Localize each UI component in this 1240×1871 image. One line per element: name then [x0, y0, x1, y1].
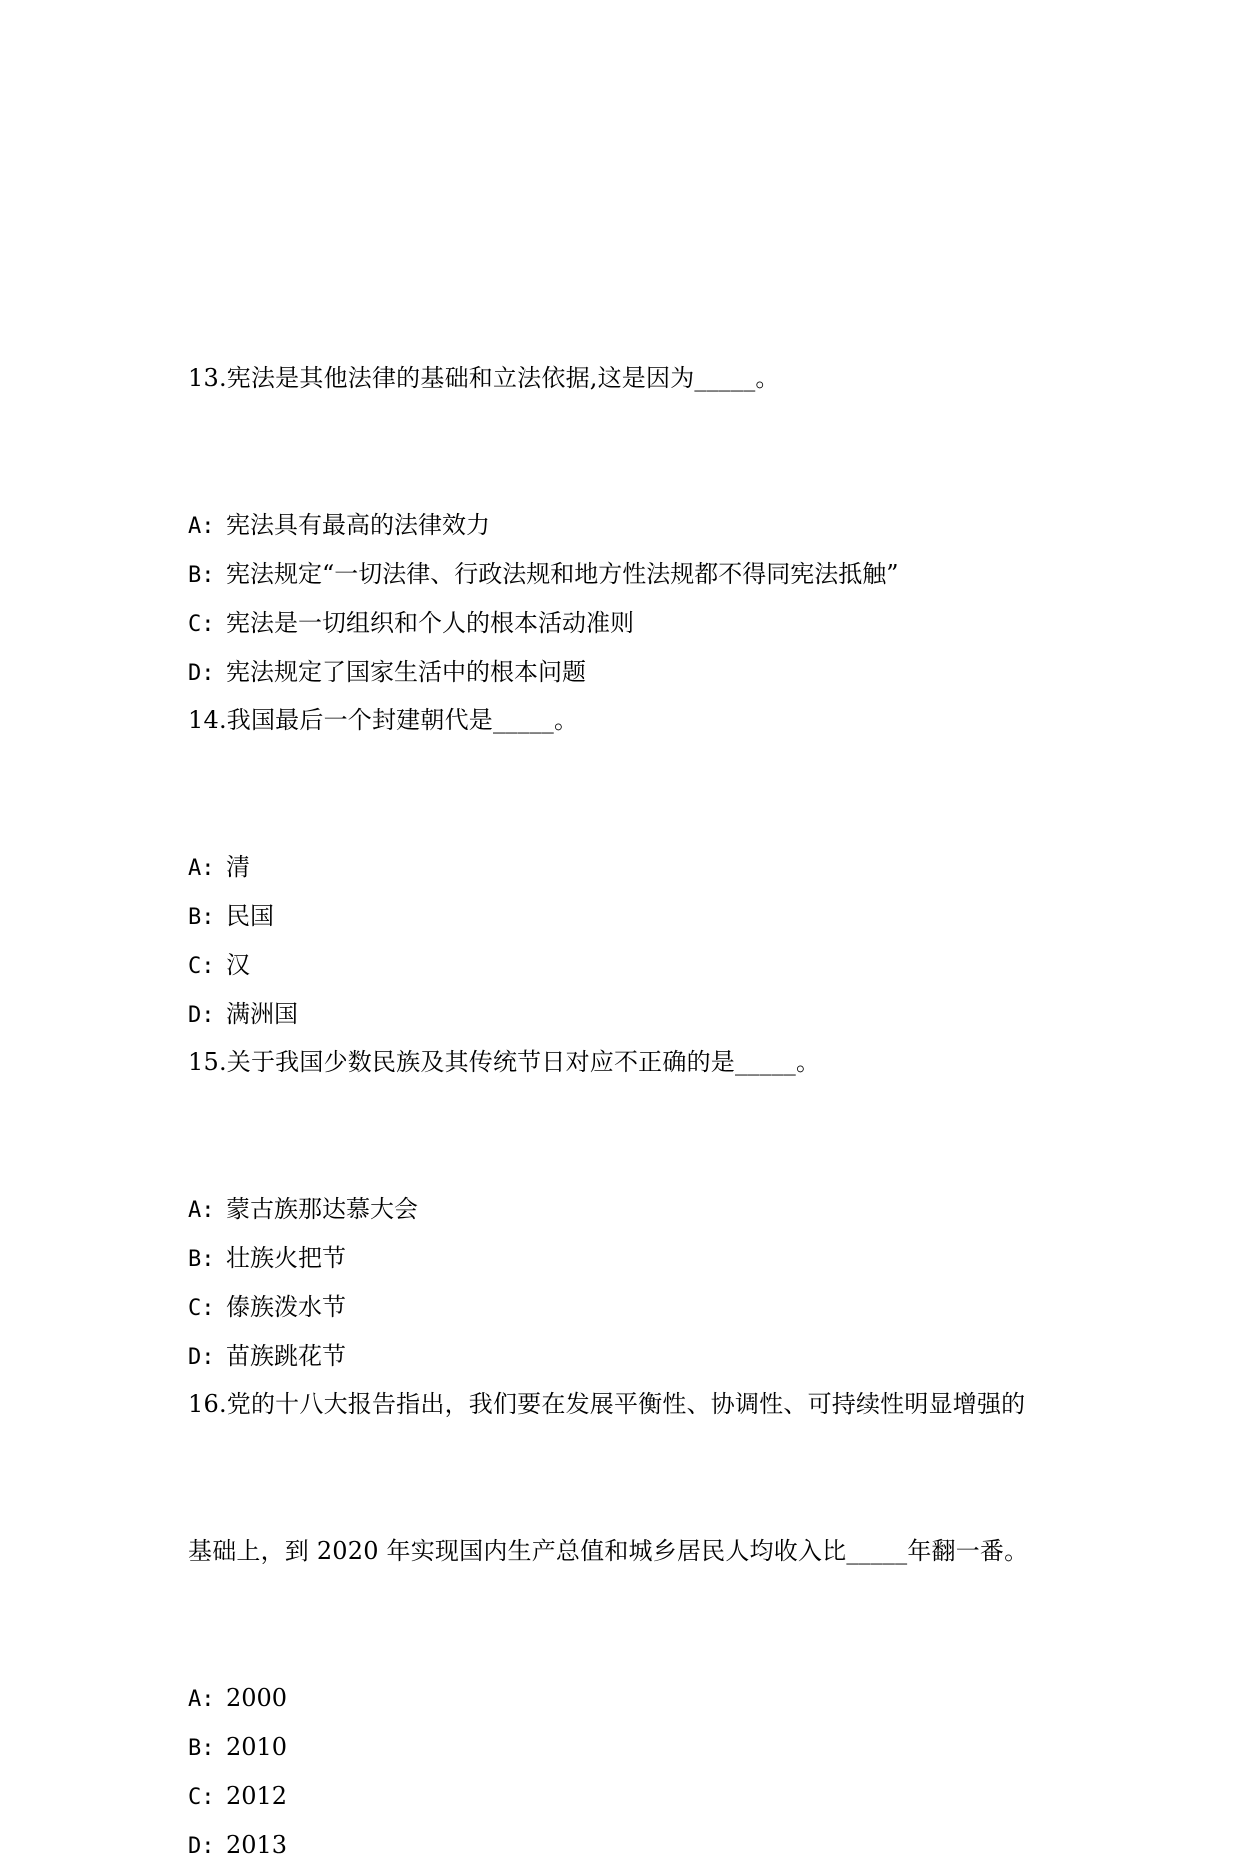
option-text: 2013: [226, 1831, 288, 1859]
option-key: A:: [188, 1687, 215, 1712]
option-c: [188, 1772, 1068, 1821]
question-stem: [188, 1282, 1068, 1674]
option-a: [188, 843, 1068, 892]
option-text: 宪法是一切组织和个人的根本活动准则: [226, 609, 634, 637]
question-stem-line: 16.党的十八大报告指出，我们要在发展平衡性、协调性、可持续性明显增强的: [188, 1390, 1026, 1418]
question-stem-line: 14.我国最后一个封建朝代是_____。: [188, 706, 579, 734]
option-text: 傣族泼水节: [226, 1293, 346, 1321]
question-stem: [188, 940, 1068, 1185]
option-key: C:: [188, 612, 215, 637]
option-b: [188, 892, 1068, 941]
option-text: 民国: [226, 902, 274, 930]
option-key: B:: [188, 905, 215, 930]
option-a: [188, 501, 1068, 550]
question-stem-line: 13.宪法是其他法律的基础和立法依据,这是因为_____。: [188, 364, 780, 392]
option-key: B:: [188, 1247, 215, 1272]
question-stem-line: 基础上，到 2020 年实现国内生产总值和城乡居民人均收入比_____年翻一番。: [188, 1537, 1029, 1565]
option-key: B:: [188, 563, 215, 588]
question-16: [188, 1282, 1068, 1870]
question-stem: [188, 256, 1068, 501]
option-key: D:: [188, 1345, 215, 1370]
option-text: 满洲国: [226, 1000, 298, 1028]
option-key: D:: [188, 1834, 215, 1859]
option-key: D:: [188, 1003, 215, 1028]
option-a: [188, 1674, 1068, 1723]
option-text: 2000: [226, 1684, 288, 1712]
question-stem-line: 15.关于我国少数民族及其传统节日对应不正确的是_____。: [188, 1048, 821, 1076]
option-a: [188, 1185, 1068, 1234]
option-b: [188, 1234, 1068, 1283]
option-text: 2010: [226, 1733, 288, 1761]
option-key: B:: [188, 1736, 215, 1761]
option-key: C:: [188, 954, 215, 979]
option-key: C:: [188, 1785, 215, 1810]
question-stem: [188, 598, 1068, 843]
option-text: 壮族火把节: [226, 1244, 346, 1272]
option-key: A:: [188, 856, 215, 881]
option-text: 蒙古族那达慕大会: [226, 1195, 418, 1223]
option-text: 宪法具有最高的法律效力: [226, 511, 490, 539]
option-text: 清: [226, 853, 250, 881]
option-text: 宪法规定“一切法律、行政法规和地方性法规都不得同宪法抵触”: [226, 560, 899, 588]
option-text: 苗族跳花节: [226, 1342, 346, 1370]
option-key: C:: [188, 1296, 215, 1321]
option-b: [188, 1723, 1068, 1772]
option-text: 汉: [226, 951, 250, 979]
option-d: [188, 1821, 1068, 1870]
option-key: A:: [188, 514, 215, 539]
option-b: [188, 550, 1068, 599]
option-key: D:: [188, 661, 215, 686]
option-text: 2012: [226, 1782, 288, 1810]
option-key: A:: [188, 1198, 215, 1223]
option-text: 宪法规定了国家生活中的根本问题: [226, 658, 586, 686]
